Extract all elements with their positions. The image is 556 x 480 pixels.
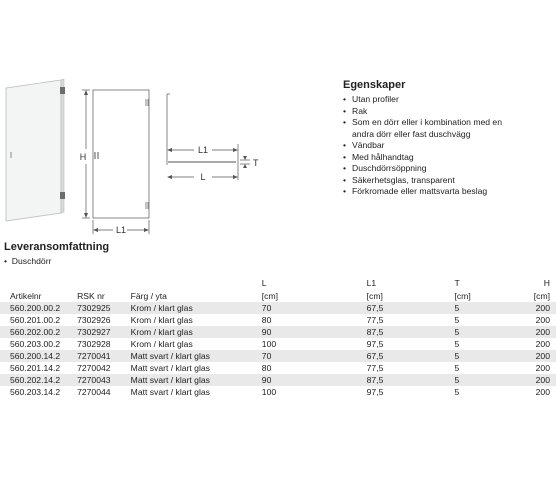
header-art: Artikelnr <box>10 290 42 301</box>
cell-H: 200 <box>534 350 556 362</box>
cell-L: 100 <box>261 339 277 349</box>
dim-label-T: T <box>253 158 259 168</box>
unit-L1: [cm] <box>366 290 383 301</box>
property-item: • Förkromade eller mattsvarta beslag <box>343 186 502 198</box>
header-rsk: RSK nr <box>77 290 105 301</box>
cell-rsk: 7302926 <box>77 315 111 325</box>
cell-L1: 67,5 <box>367 350 455 362</box>
cell-color: Krom / klart glas <box>130 315 193 325</box>
header-L1: L1 <box>366 278 377 288</box>
cell-L: 100 <box>261 387 277 397</box>
cell-T: 5 <box>455 302 534 314</box>
cell-L: 90 <box>262 326 367 338</box>
cell-rsk: 7270043 <box>77 374 131 386</box>
cell-L1: 87,5 <box>367 326 455 338</box>
cell-art: 560.202.14.2 <box>0 374 77 386</box>
table-row <box>0 338 556 350</box>
property-item: • Vändbar <box>343 140 502 152</box>
cell-color: Matt svart / klart glas <box>130 363 210 373</box>
table-header-row <box>0 277 556 289</box>
property-item: • Säkerhetsglas, transparent <box>343 175 502 187</box>
cell-H: 200 <box>535 363 550 373</box>
cell-color: Matt svart / klart glas <box>131 374 262 386</box>
cell-H: 200 <box>535 387 550 397</box>
property-item: • Med hålhandtag <box>343 152 502 164</box>
dim-label-L1-front: L1 <box>115 225 127 235</box>
cell-T: 5 <box>455 326 534 338</box>
header-H: H <box>543 278 550 288</box>
door-perspective-drawing <box>6 79 65 221</box>
table-body <box>0 302 556 398</box>
cell-rsk: 7302927 <box>77 326 131 338</box>
table-row <box>0 350 556 362</box>
property-item: • Rak <box>343 106 502 118</box>
cell-T: 5 <box>455 350 534 362</box>
property-item: • Duschdörrsöppning <box>343 163 502 175</box>
properties-title: Egenskaper <box>343 79 406 91</box>
top-view-drawing <box>167 94 250 180</box>
unit-T: [cm] <box>454 290 471 301</box>
cell-H: 200 <box>534 326 556 338</box>
cell-art: 560.203.14.2 <box>10 387 61 397</box>
property-item: • Utan profiler <box>343 94 502 106</box>
cell-L: 80 <box>261 315 272 325</box>
cell-H: 200 <box>535 339 550 349</box>
property-item: • Som en dörr eller i kombination med en <box>343 117 502 129</box>
unit-H: [cm] <box>533 290 550 301</box>
dim-label-H: H <box>79 152 87 162</box>
cell-H: 200 <box>534 302 556 314</box>
cell-L: 70 <box>262 350 367 362</box>
cell-T: 5 <box>454 387 460 397</box>
cell-L: 90 <box>262 374 367 386</box>
cell-rsk: 7302928 <box>77 339 111 349</box>
cell-H: 200 <box>534 374 556 386</box>
cell-art: 560.203.00.2 <box>10 339 61 349</box>
cell-L1: 97,5 <box>366 387 384 397</box>
cell-rsk: 7270041 <box>77 350 131 362</box>
cell-color: Krom / klart glas <box>131 326 262 338</box>
property-item: andra dörr eller fast duschvägg <box>352 128 471 139</box>
table-row <box>0 362 556 374</box>
dim-label-L: L <box>200 172 206 182</box>
front-elevation-drawing <box>79 90 149 234</box>
cell-L1: 77,5 <box>366 315 384 325</box>
cell-rsk: 7270042 <box>77 363 111 373</box>
scope-title: Leveransomfattning <box>4 241 110 253</box>
cell-L: 80 <box>261 363 272 373</box>
scope-item: • Duschdörr <box>4 256 52 266</box>
cell-rsk: 7302925 <box>77 302 131 314</box>
table-row <box>0 386 556 398</box>
cell-art: 560.201.00.2 <box>10 315 61 325</box>
article-table <box>0 277 556 398</box>
properties-list <box>343 94 502 198</box>
cell-L1: 87,5 <box>367 374 455 386</box>
cell-L1: 67,5 <box>367 302 455 314</box>
cell-art: 560.200.00.2 <box>0 302 77 314</box>
cell-H: 200 <box>535 315 550 325</box>
cell-color: Matt svart / klart glas <box>130 387 210 397</box>
table-row <box>0 374 556 386</box>
cell-art: 560.200.14.2 <box>0 350 77 362</box>
table-units-row <box>0 289 556 302</box>
cell-L: 70 <box>262 302 367 314</box>
header-T: T <box>454 278 460 288</box>
scope-item-text: Duschdörr <box>11 256 52 266</box>
cell-art: 560.202.00.2 <box>0 326 77 338</box>
cell-T: 5 <box>454 363 460 373</box>
cell-color: Krom / klart glas <box>131 302 262 314</box>
header-L: L <box>261 278 267 288</box>
cell-L1: 77,5 <box>366 363 384 373</box>
cell-rsk: 7270044 <box>77 387 111 397</box>
cell-T: 5 <box>455 374 534 386</box>
header-color: Färg / yta <box>130 290 167 301</box>
cell-color: Krom / klart glas <box>130 339 193 349</box>
cell-T: 5 <box>454 315 460 325</box>
table-row <box>0 326 556 338</box>
cell-T: 5 <box>454 339 460 349</box>
table-row <box>0 302 556 314</box>
dim-label-L1-top: L1 <box>197 145 209 155</box>
unit-L: [cm] <box>261 290 279 301</box>
cell-color: Matt svart / klart glas <box>131 350 262 362</box>
cell-L1: 97,5 <box>366 339 384 349</box>
table-row <box>0 314 556 326</box>
cell-art: 560.201.14.2 <box>10 363 61 373</box>
